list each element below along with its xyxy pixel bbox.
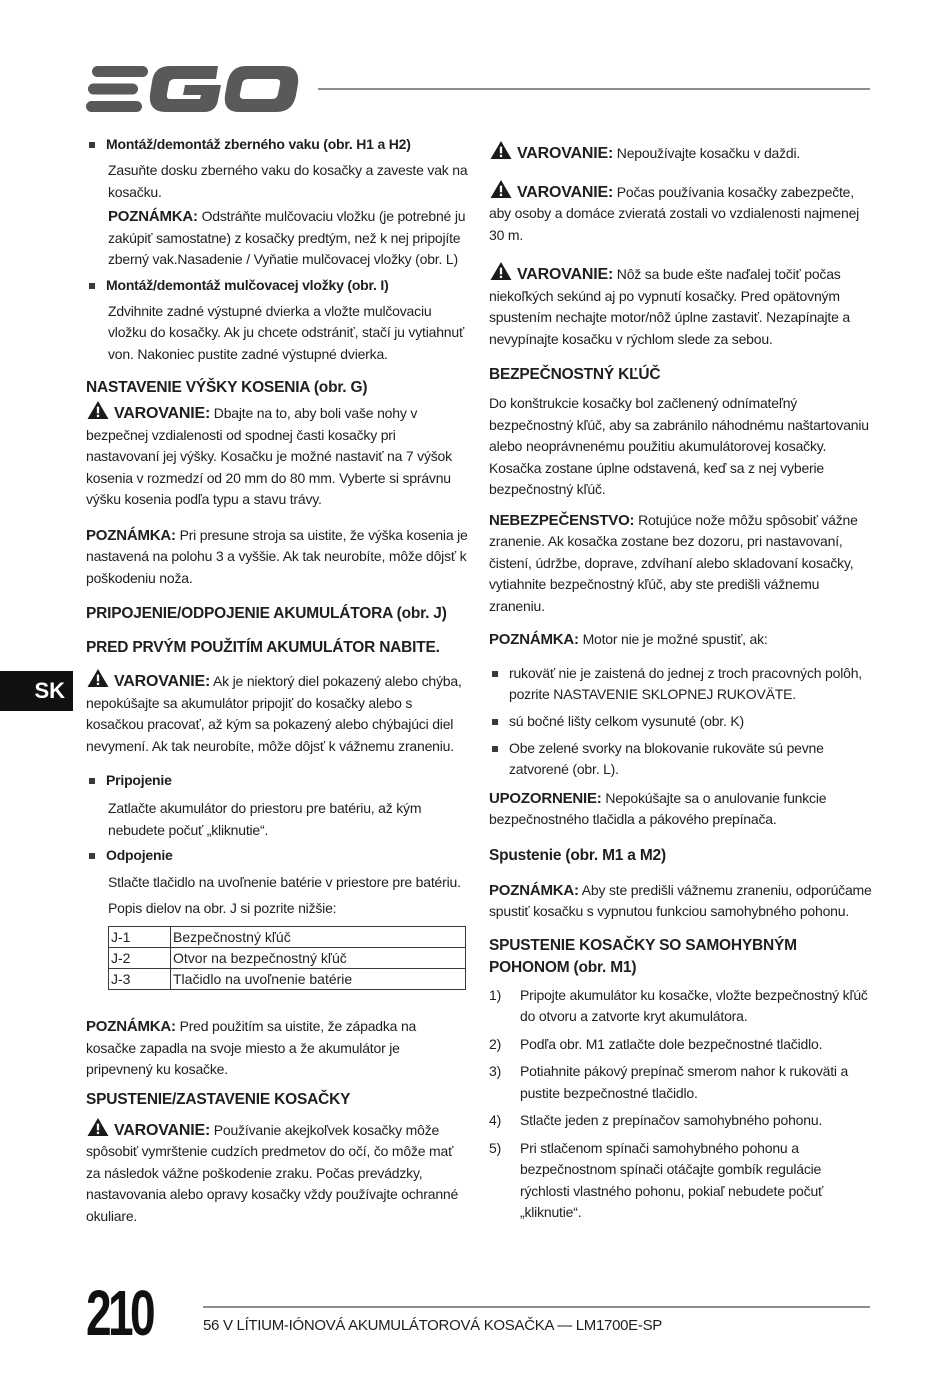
- bullet-heading-connect: Pripojenie: [86, 770, 468, 791]
- warning-blade: [489, 261, 873, 350]
- note-text: Odstráňte mulčovaciu vložku (je potrebné ju zakúpiť samostatne) z kosačky predtým, než k nej pripojíte zberný vak.Nasadenie / Vyňatie mulčovacej vložky (obr. L): [108, 208, 466, 267]
- caution-notice: [489, 788, 873, 831]
- list-item: [489, 1138, 873, 1224]
- part-name: Tlačidlo na uvoľnenie batérie: [171, 969, 466, 990]
- footer-rule: [203, 1306, 870, 1308]
- step-number: 5): [489, 1139, 502, 1156]
- warning-text: Ak je niektorý diel pokazený alebo chýba, nepokúšajte sa akumulátor pripojiť do kosačky alebo s kosačkou pracovať, až kým sa pokazený alebo chýbajúci diel nevymení. Ak tak neurobíte, môže dôjsť k vážnemu zraneniu.: [86, 673, 462, 754]
- warning-rain: [489, 140, 873, 165]
- step-text: Pri stlačenom spínači samohybného pohonu a bezpečnostnom spínači otáčajte gombík regulácie rýchlosti vlastného pohonu, pokiaľ nebudete počuť „kliknutie“.: [520, 1139, 824, 1220]
- warning-icon: [86, 1117, 110, 1137]
- note-latch: [86, 1016, 468, 1081]
- warning-icon: [489, 140, 513, 160]
- note-keyword: POZNÁMKA:: [108, 208, 198, 225]
- heading-battery: PRIPOJENIE/ODPOJENIE AKUMULÁTORA (obr. J): [86, 605, 447, 622]
- part-name: Bezpečnostný kľúč: [171, 927, 466, 948]
- part-name: Otvor na bezpečnostný kľúč: [171, 948, 466, 969]
- step-number: 1): [489, 986, 502, 1003]
- danger-notice: [489, 510, 873, 618]
- heading-start: Spustenie (obr. M1 a M2): [489, 846, 666, 864]
- warning-text: Nepoužívajte kosačku v daždi.: [616, 145, 801, 161]
- warning-keyword: VAROVANIE:: [114, 673, 211, 690]
- language-tab: SK: [0, 671, 73, 711]
- note-transport: [86, 525, 468, 590]
- note-text: Pri presune stroja sa uistite, že výška kosenia je nastavená na polohu 3 a vyššie. Ak tak neurobíte, môže dôjsť k poškodeniu noža.: [86, 526, 468, 586]
- safety-key-text: Do konštrukcie kosačky bol začlenený odnímateľný bezpečnostný kľúč, aby sa zabránilo náhodnému naštartovaniu alebo neoprávnenému použitiu akumulátorovej kosačky. Kosačka zostane úplne odstavená, keď sa z nej vyberie bezpečnostný kľúč.: [489, 395, 869, 497]
- danger-keyword: NEBEZPEČENSTVO:: [489, 511, 635, 529]
- note-keyword: POZNÁMKA:: [86, 1018, 176, 1035]
- heading-start-stop: SPUSTENIE/ZASTAVENIE KOSAČKY: [86, 1090, 351, 1108]
- bullet-heading-mulch: Montáž/demontáž mulčovacej vložky (obr. I): [86, 275, 468, 296]
- list-item: [489, 1061, 873, 1104]
- step-text: Potiahnite pákový prepínač smerom nahor k rukoväti a pustite bezpečnostné tlačidlo.: [520, 1063, 849, 1101]
- step-text: Podľa obr. M1 zatlačte dole bezpečnostné tlačidlo.: [520, 1035, 823, 1052]
- table-row: [109, 969, 466, 990]
- bullet-heading-disconnect: Odpojenie: [86, 845, 468, 866]
- part-code: J-1: [109, 927, 171, 948]
- ego-logo: [86, 64, 300, 114]
- warning-keyword: VAROVANIE:: [517, 183, 614, 201]
- danger-text: Rotujúce nože môžu spôsobiť vážne zranenie. Ak kosačka zostane bez dozoru, pri nastavovaní, čistení, údržbe, doprave, zdvíhaní alebo skladovaní kosačky, vytiahnite bezpečnostný kľúč, aby ste predišli vážnemu zraneniu.: [489, 511, 858, 614]
- header-rule: [318, 88, 870, 90]
- step-text: Stlačte jeden z prepínačov samohybného pohonu.: [520, 1112, 823, 1128]
- connect-text: Zatlačte akumulátor do priestoru pre batériu, až kým nebudete počuť „kliknutie“.: [108, 800, 422, 838]
- list-item: [489, 985, 873, 1028]
- note-motor: [489, 629, 873, 651]
- list-item: Obe zelené svorky na blokovanie rukoväte sú pevne zatvorené (obr. L).: [489, 738, 873, 780]
- step-text: Pripojte akumulátor ku kosačke, vložte bezpečnostný kľúč do otvoru a zatvorte kryt akumulátora.: [520, 986, 868, 1024]
- note-keyword: POZNÁMKA:: [489, 631, 579, 648]
- page-number: 210: [86, 1277, 153, 1349]
- warning-height: [86, 400, 468, 511]
- heading-safety-key: BEZPEČNOSTNÝ KĽÚČ: [489, 366, 661, 383]
- warning-text: Používanie akejkoľvek kosačky môže spôsobiť vymrštenie cudzích predmetov do očí, čo môže mať za následok vážne poškodenie zraku. Počas prevádzky, nastavovania alebo opravy kosačky vždy používajte ochranné okuliare.: [86, 1121, 459, 1224]
- mulch-text: Zdvihnite zadné výstupné dvierka a vložte mulčovaciu vložku do kosačky. Ak ju chcete odstrániť, stačí ju vytiahnuť von. Nakoniec pustite zadné výstupné dvierka.: [108, 302, 464, 362]
- step-number: 2): [489, 1035, 502, 1052]
- list-item: rukoväť nie je zaistená do jednej z troch pracovných polôh, pozrite NASTAVENIE SKLOPNEJ RUKOVÄTE.: [489, 663, 873, 705]
- warning-keyword: VAROVANIE:: [114, 1121, 211, 1139]
- note-keyword: POZNÁMKA:: [489, 881, 579, 899]
- bag-text: Zasuňte dosku zberného vaku do kosačky a zaveste vak na kosačku.: [108, 162, 468, 200]
- left-column: [86, 134, 468, 1227]
- warning-distance: [489, 179, 873, 247]
- heading-charge: PRED PRVÝM POUŽITÍM AKUMULÁTOR NABITE.: [86, 639, 440, 656]
- warning-text: Dbajte na to, aby boli vaše nohy v bezpečnej vzdialenosti od spodnej časti kosačky pri nastavovaní jej výšky. Kosačku je možné nastaviť na 7 výšok kosenia v rozmedzí od 20 mm do 80 mm. Vyberte si správnu výšku kosenia podľa typu a stavu trávy.: [86, 405, 452, 507]
- caution-keyword: UPOZORNENIE:: [489, 789, 602, 807]
- table-row: [109, 948, 466, 969]
- warning-text: Počas používania kosačky zabezpečte, aby osoby a domáce zvieratá zostali vo vzdialenosti najmenej 30 m.: [489, 183, 860, 243]
- note-text: Aby ste predišli vážnemu zraneniu, odporúčame spustiť kosačku s vypnutou funkciou samohybného pohonu.: [489, 881, 872, 919]
- right-column: [489, 134, 873, 1224]
- step-number: 3): [489, 1063, 502, 1079]
- warning-icon: [86, 668, 110, 688]
- warning-keyword: VAROVANIE:: [517, 145, 614, 162]
- caution-text: Nepokúšajte sa o anulovanie funkcie bezpečnostného tlačidla a pákového prepínača.: [489, 789, 827, 827]
- warning-eye: [86, 1117, 468, 1228]
- table-row: [109, 927, 466, 948]
- disconnect-text: Stlačte tlačidlo na uvoľnenie batérie v priestore pre batériu.: [108, 874, 461, 890]
- warning-keyword: VAROVANIE:: [114, 405, 211, 422]
- part-code: J-2: [109, 948, 171, 969]
- warning-icon: [86, 400, 110, 420]
- warning-keyword: VAROVANIE:: [517, 266, 614, 283]
- warning-damaged-part: [86, 668, 468, 757]
- heading-self-propelled: SPUSTENIE KOSAČKY SO SAMOHYBNÝM POHONOM (obr. M1): [489, 936, 797, 976]
- note-keyword: POZNÁMKA:: [86, 526, 176, 544]
- warning-icon: [489, 179, 513, 199]
- parts-intro: Popis dielov na obr. J si pozrite nižšie:: [108, 899, 337, 916]
- warning-icon: [489, 261, 513, 281]
- bullet-heading-bag: Montáž/demontáž zberného vaku (obr. H1 a H2): [86, 134, 468, 155]
- list-item: [489, 1110, 873, 1132]
- note-text: Motor nie je možné spustiť, ak:: [582, 631, 768, 647]
- note-text: Pred použitím sa uistite, že západka na kosačke zapadla na svoje miesto a že akumulátor je pripevnený ku kosačke.: [86, 1018, 417, 1077]
- list-item: [489, 1034, 873, 1056]
- parts-table: [108, 926, 466, 990]
- step-number: 4): [489, 1112, 502, 1128]
- footer-title: 56 V LÍTIUM-IÓNOVÁ AKUMULÁTOROVÁ KOSAČKA — LM1700E-SP: [203, 1317, 662, 1334]
- note-self-propel: [489, 880, 873, 923]
- heading-cutting-height: NASTAVENIE VÝŠKY KOSENIA (obr. G): [86, 379, 368, 396]
- part-code: J-3: [109, 969, 171, 990]
- list-item: sú bočné lišty celkom vysunuté (obr. K): [489, 711, 873, 732]
- warning-text: Nôž sa bude ešte naďalej točiť počas niekoľkých sekúnd aj po vypnutí kosačky. Pred opätovným spustením nechajte motor/nôž úplne zastaviť. Nezapínajte a nevypínajte kosačku v rýchlom slede za sebou.: [489, 266, 850, 347]
- note-mulch: [86, 206, 468, 271]
